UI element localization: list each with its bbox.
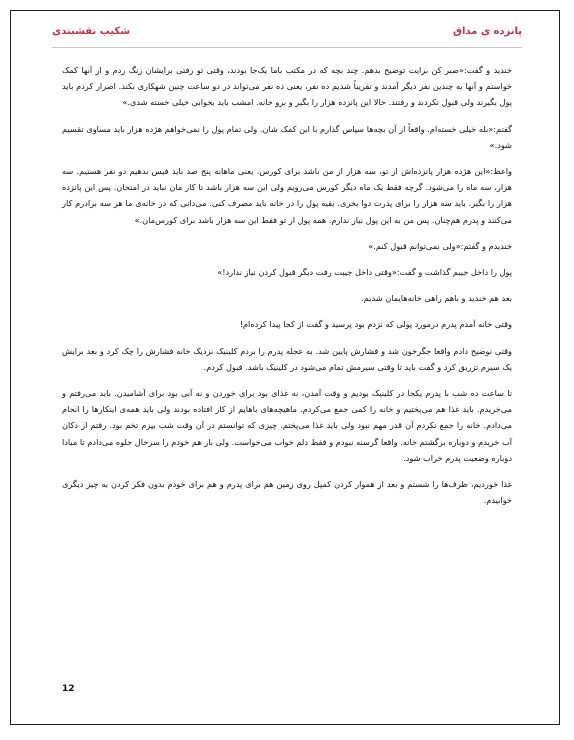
- paragraph: پول را داخل جیبم گذاشت و گفت:«وقتی داخل جیبت رفت دیگر قبول کردن نیاز ندارد!»: [217, 267, 512, 278]
- paragraph: بعد هم خندید و باهم راهی خانه‌هایمان شدیم.: [361, 293, 512, 304]
- header-divider: [52, 47, 522, 48]
- paragraph: وقتی توضیح دادم واقعا جگرخون شد و فشارش پایین شد. به عجله پدرم را بردم کلینیک نزدیک خانه فشارش را چک کرد و بعد برایش یک سیرم تزریق کرد و گفت باید تا وقتی سیرمش تمام می‌شود در کلینیک باشد. قبول کردم.: [62, 345, 512, 372]
- paragraph: تا ساعت ده شب با پدرم یکجا در کلینیک بودیم و وقت آمدن، نه غذای بود برای خوردن و نه آبی بود برای آشامیدن. باید می‌رفتم و می‌خریدم. باید غذا هم می‌پختیم و خانه را کمی جمع می‌کردم. ماهیچه‌های باهایم از کار افتاده بودند ولی باید همه‌ی اینکارها را انجام می‌دادم. خانه را جمع نکردم آن قدر مهم نبود ولی باید غذا می‌پختم. چیزی که توانستم در آن وقت شب بپزم تخم بود. رفتم از دکان آب خریدم و دوباره برگشتم خانه. واقعا گرسنه نبودم و فقط دلم خواب می‌خواست. ولی باز هم خودم را سرحال جلوه می‌دادم تا مبادا دوباره وضعیت پدرم خراب شود.: [62, 388, 512, 463]
- paragraph: وقتی خانه آمدم پدرم درمورد پولی که نزدم بود پرسید و گفت از کجا پیدا کرده‌ام!: [239, 319, 512, 330]
- page-number: 12: [62, 684, 75, 694]
- header-book-title: پانزده ی مداق: [453, 26, 522, 37]
- page-body: [62, 62, 512, 518]
- paragraph: غذا خوردیم، ظرف‌ها را شستم و بعد از هموار کردن کمپل روی زمین هم برای پدرم و هم برای خودم بدون فکر کردن به چیز دیگری خوابیدم.: [62, 479, 512, 506]
- paragraph: گفتم:«بله خیلی خسته‌ام. واقعاً از آن بچه‌ها سپاس گذارم با این کمک شان. ولی تمام پول را نمی‌خواهم هژده هزار باید مساوی تقسیم شود.»: [62, 123, 512, 150]
- header-author: شکیب نقشبندی: [52, 26, 131, 37]
- paragraph: واعظ:«این هژده هزار پانزده‌اش از تو، سه هزار از من باشد برای کورس. یعنی ماهانه پنج صد باید فیس بدهیم دو نفر هستیم. سه هزار، سه ماه را می‌شود. گرچه فقط یک ماه دیگر کورس می‌رویم ولی این سه هزار باشد تا کار مان نباید در امتحان. پس این پانزده هزار را بگیر. باید سه هزار را برای پدرت دوا بخری. بقیه پول را در خانه باید مصرف کنی. می‌دانی که در خانه‌ی ما هر سه برادرم کار می‌کنند و پدرم هم‌چنان. پس من به این پول نیاز ندارم. همه پول از تو فقط این سه هزار باشد برای کورس‌مان.»: [62, 166, 512, 225]
- paragraph: خندیدم و گفتم:«ولی نمی‌توانم قبول کنم.»: [368, 240, 512, 251]
- paragraph: خندید و گفت:«صبر کن برایت توضیح بدهم. چند بچه که در مکتب باما یک‌جا بودند، وقتی تو رفتی برایشان زنگ زدم و از آنها کمک خواستم و آنها به چندین نفر دیگر آمدند و تقریباً شدیم ده نفر، یعنی ده نفر می‌تواند در دو ساعت چنین شهکاری بکند. اصرار کردم باید پول بگیرند ولی قبول نکردند و رفتند. حالا این پانزده هزار را بگیر و برو خانه. امشب باید بخوابی خیلی خسته شدی.»: [62, 65, 512, 108]
